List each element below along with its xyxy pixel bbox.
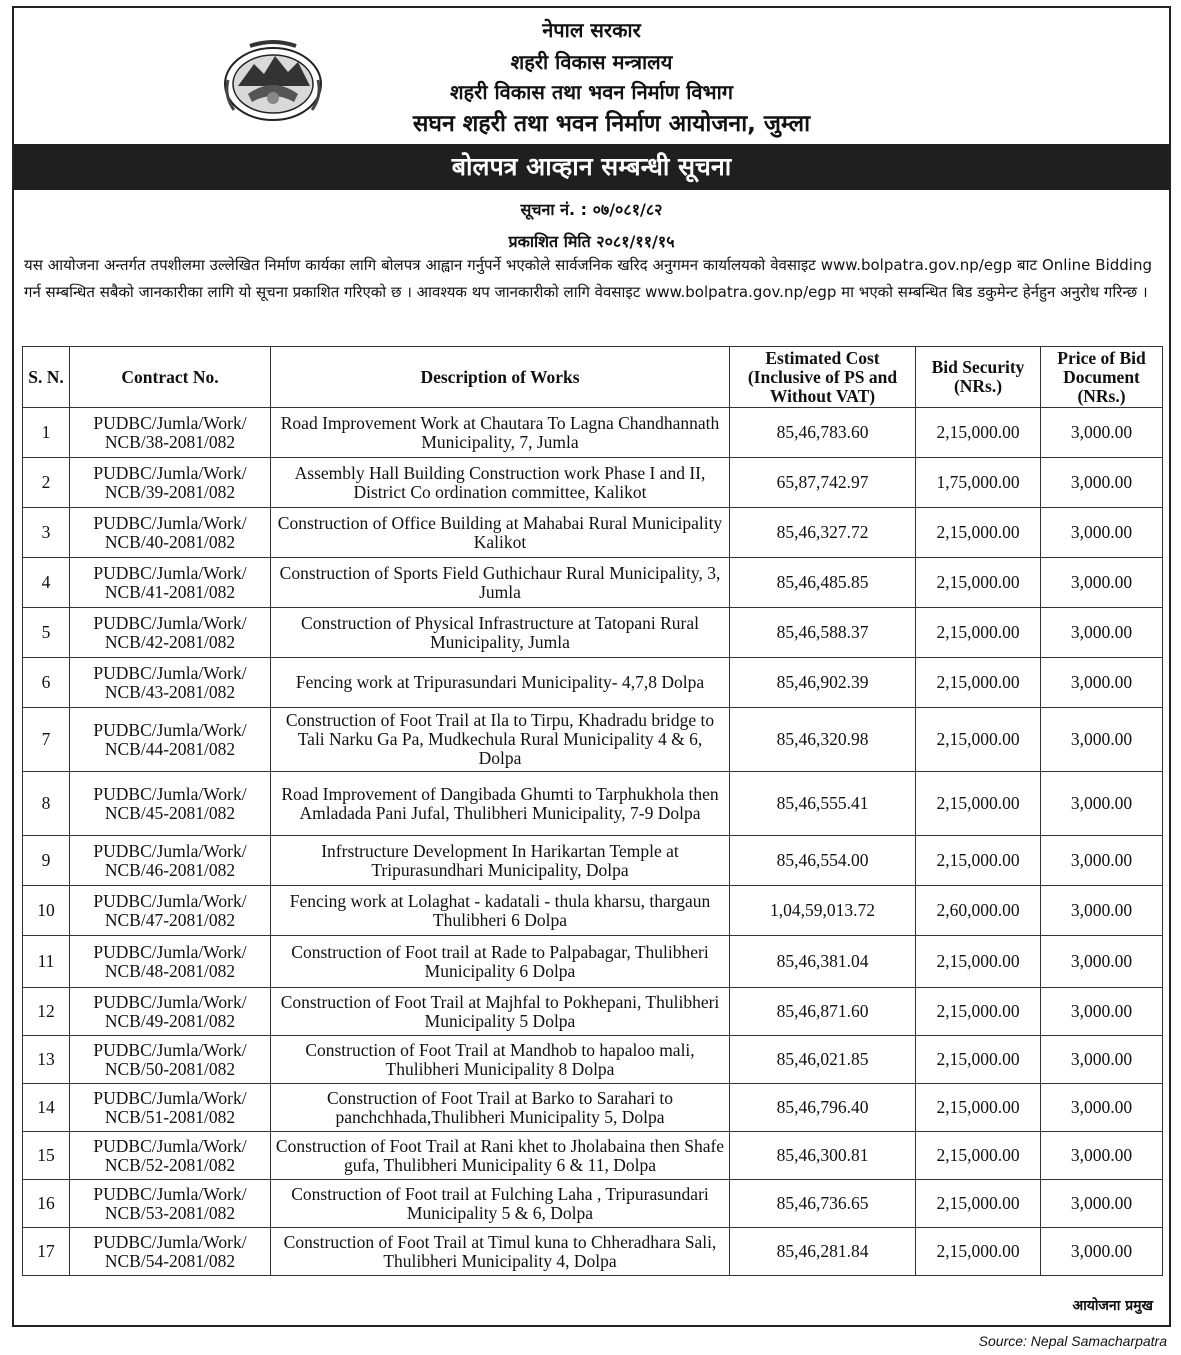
- row-bid-security: 2,15,000.00: [916, 772, 1041, 836]
- row-contract-no: PUDBC/Jumla/Work/ NCB/42-2081/082: [70, 608, 271, 658]
- row-estimated-cost: 85,46,736.65: [730, 1180, 916, 1228]
- table-row: [23, 458, 1163, 508]
- row-document-price: 3,000.00: [1041, 936, 1163, 988]
- row-bid-security: 2,15,000.00: [916, 836, 1041, 886]
- row-bid-security: 2,15,000.00: [916, 558, 1041, 608]
- table-row: [23, 1036, 1163, 1084]
- row-estimated-cost: 85,46,555.41: [730, 772, 916, 836]
- row-bid-security: 2,15,000.00: [916, 1084, 1041, 1132]
- row-description: Infrstructure Development In Harikartan Temple at Tripurasundhari Municipality, Dolpa: [271, 836, 730, 886]
- row-bid-security: 2,15,000.00: [916, 988, 1041, 1036]
- row-description: Construction of Sports Field Guthichaur Rural Municipality, 3, Jumla: [271, 558, 730, 608]
- row-document-price: 3,000.00: [1041, 1036, 1163, 1084]
- row-document-price: 3,000.00: [1041, 1132, 1163, 1180]
- row-estimated-cost: 85,46,554.00: [730, 836, 916, 886]
- row-document-price: 3,000.00: [1041, 1084, 1163, 1132]
- row-description: Assembly Hall Building Construction work Phase I and II, District Co ordination committee, Kalikot: [271, 458, 730, 508]
- notice-number: सूचना नं. : ०७/०८१/८२: [520, 200, 663, 219]
- row-description: Construction of Foot Trail at Barko to Sarahari to panchchhada,Thulibheri Municipality 5, Dolpa: [271, 1084, 730, 1132]
- row-estimated-cost: 85,46,902.39: [730, 658, 916, 708]
- row-bid-security: 2,15,000.00: [916, 658, 1041, 708]
- row-description: Construction of Foot trail at Rade to Palpabagar, Thulibheri Municipality 6 Dolpa: [271, 936, 730, 988]
- header-description: Description of Works: [271, 347, 730, 408]
- row-contract-no: PUDBC/Jumla/Work/ NCB/40-2081/082: [70, 508, 271, 558]
- signature: आयोजना प्रमुख: [1072, 1298, 1153, 1314]
- row-contract-no: PUDBC/Jumla/Work/ NCB/48-2081/082: [70, 936, 271, 988]
- row-contract-no: PUDBC/Jumla/Work/ NCB/53-2081/082: [70, 1180, 271, 1228]
- table-row: [23, 558, 1163, 608]
- row-document-price: 3,000.00: [1041, 1228, 1163, 1276]
- table-row: [23, 936, 1163, 988]
- table-row: [23, 1132, 1163, 1180]
- header-sn: S. N.: [23, 347, 70, 408]
- row-contract-no: PUDBC/Jumla/Work/ NCB/49-2081/082: [70, 988, 271, 1036]
- notice-title-banner: बोलपत्र आव्हान सम्बन्धी सूचना: [14, 144, 1169, 190]
- header-estimated-cost: Estimated Cost (Inclusive of PS and Without VAT): [730, 347, 916, 408]
- row-bid-security: 2,15,000.00: [916, 708, 1041, 772]
- row-document-price: 3,000.00: [1041, 658, 1163, 708]
- row-sn: 9: [23, 836, 70, 886]
- row-document-price: 3,000.00: [1041, 772, 1163, 836]
- table-row: [23, 658, 1163, 708]
- row-document-price: 3,000.00: [1041, 608, 1163, 658]
- row-contract-no: PUDBC/Jumla/Work/ NCB/52-2081/082: [70, 1132, 271, 1180]
- row-estimated-cost: 65,87,742.97: [730, 458, 916, 508]
- row-estimated-cost: 1,04,59,013.72: [730, 886, 916, 936]
- header-line-ministry: शहरी विकास मन्त्रालय: [510, 50, 673, 74]
- row-description: Construction of Foot Trail at Timul kuna to Chheradhara Sali, Thulibheri Municipality 4, Dolpa: [271, 1228, 730, 1276]
- notice-frame: [12, 6, 1171, 1327]
- row-description: Road Improvement of Dangibada Ghumti to Tarphukhola then Amladada Pani Jufal, Thulibheri Municipality, 7-9 Dolpa: [271, 772, 730, 836]
- row-estimated-cost: 85,46,796.40: [730, 1084, 916, 1132]
- row-sn: 10: [23, 886, 70, 936]
- table-row: [23, 408, 1163, 458]
- row-sn: 6: [23, 658, 70, 708]
- row-bid-security: 2,15,000.00: [916, 608, 1041, 658]
- row-description: Construction of Foot Trail at Mandhob to hapaloo mali, Thulibheri Municipality 8 Dolpa: [271, 1036, 730, 1084]
- row-sn: 3: [23, 508, 70, 558]
- row-contract-no: PUDBC/Jumla/Work/ NCB/47-2081/082: [70, 886, 271, 936]
- row-sn: 2: [23, 458, 70, 508]
- source-credit: Source: Nepal Samacharpatra: [978, 1333, 1167, 1349]
- table-body: [23, 408, 1163, 1276]
- row-document-price: 3,000.00: [1041, 886, 1163, 936]
- header-line-project: सघन शहरी तथा भवन निर्माण आयोजना, जुम्ला: [412, 111, 811, 137]
- header-contract: Contract No.: [70, 347, 271, 408]
- bid-table: [22, 346, 1163, 1276]
- row-estimated-cost: 85,46,300.81: [730, 1132, 916, 1180]
- row-estimated-cost: 85,46,021.85: [730, 1036, 916, 1084]
- row-contract-no: PUDBC/Jumla/Work/ NCB/45-2081/082: [70, 772, 271, 836]
- row-bid-security: 2,15,000.00: [916, 1228, 1041, 1276]
- row-sn: 8: [23, 772, 70, 836]
- row-estimated-cost: 85,46,381.04: [730, 936, 916, 988]
- row-contract-no: PUDBC/Jumla/Work/ NCB/54-2081/082: [70, 1228, 271, 1276]
- row-bid-security: 1,75,000.00: [916, 458, 1041, 508]
- header-bid-security: Bid Security (NRs.): [916, 347, 1041, 408]
- table-row: [23, 508, 1163, 558]
- row-bid-security: 2,60,000.00: [916, 886, 1041, 936]
- row-sn: 14: [23, 1084, 70, 1132]
- row-description: Construction of Office Building at Mahabai Rural Municipality Kalikot: [271, 508, 730, 558]
- row-description: Construction of Physical Infrastructure at Tatopani Rural Municipality, Jumla: [271, 608, 730, 658]
- row-sn: 7: [23, 708, 70, 772]
- row-estimated-cost: 85,46,588.37: [730, 608, 916, 658]
- row-sn: 1: [23, 408, 70, 458]
- row-sn: 11: [23, 936, 70, 988]
- row-estimated-cost: 85,46,327.72: [730, 508, 916, 558]
- table-row: [23, 1180, 1163, 1228]
- table-row: [23, 608, 1163, 658]
- row-document-price: 3,000.00: [1041, 836, 1163, 886]
- row-description: Construction of Foot trail at Fulching Laha , Tripurasundari Municipality 5 & 6, Dolpa: [271, 1180, 730, 1228]
- row-bid-security: 2,15,000.00: [916, 1132, 1041, 1180]
- table-row: [23, 988, 1163, 1036]
- row-contract-no: PUDBC/Jumla/Work/ NCB/50-2081/082: [70, 1036, 271, 1084]
- row-description: Fencing work at Lolaghat - kadatali - thula kharsu, thargaun Thulibheri 6 Dolpa: [271, 886, 730, 936]
- row-contract-no: PUDBC/Jumla/Work/ NCB/44-2081/082: [70, 708, 271, 772]
- row-estimated-cost: 85,46,320.98: [730, 708, 916, 772]
- header: [14, 8, 1169, 144]
- header-line-government: नेपाल सरकार: [542, 18, 641, 42]
- table-row: [23, 836, 1163, 886]
- row-sn: 17: [23, 1228, 70, 1276]
- row-contract-no: PUDBC/Jumla/Work/ NCB/38-2081/082: [70, 408, 271, 458]
- row-document-price: 3,000.00: [1041, 708, 1163, 772]
- row-document-price: 3,000.00: [1041, 1180, 1163, 1228]
- row-document-price: 3,000.00: [1041, 458, 1163, 508]
- row-sn: 13: [23, 1036, 70, 1084]
- header-document-price: Price of Bid Document (NRs.): [1041, 347, 1163, 408]
- table-header-row: [23, 347, 1163, 408]
- published-date: प्रकाशित मिति २०८१/११/१५: [508, 232, 675, 251]
- table-row: [23, 886, 1163, 936]
- row-document-price: 3,000.00: [1041, 508, 1163, 558]
- row-estimated-cost: 85,46,871.60: [730, 988, 916, 1036]
- row-document-price: 3,000.00: [1041, 408, 1163, 458]
- row-bid-security: 2,15,000.00: [916, 1180, 1041, 1228]
- intro-paragraph: यस आयोजना अन्तर्गत तपशीलमा उल्लेखित निर्माण कार्यका लागि बोलपत्र आह्वान गर्नुपर्ने भएकोले सार्वजनिक खरिद अनुगमन कार्यालयको वेवसाइट www.bolpatra.gov.np/egp बाट Online Bidding गर्न सम्बन्धित सबैको जानकारीका लागि यो सूचना प्रकाशित गरिएको छ । आवश्यक थप जानकारीको लागि वेवसाइट www.bolpatra.gov.np/egp मा भएको सम्बन्धित बिड डकुमेन्ट हेर्नहुन अनुरोध गरिन्छ ।: [24, 256, 1152, 301]
- row-description: Road Improvement Work at Chautara To Lagna Chandhannath Municipality, 7, Jumla: [271, 408, 730, 458]
- table-row: [23, 772, 1163, 836]
- table-row: [23, 1228, 1163, 1276]
- row-sn: 5: [23, 608, 70, 658]
- table-row: [23, 1084, 1163, 1132]
- row-description: Construction of Foot Trail at Ila to Tirpu, Khadradu bridge to Tali Narku Ga Pa, Mudkechula Rural Municipality 4 & 6, Dolpa: [271, 708, 730, 772]
- row-sn: 15: [23, 1132, 70, 1180]
- row-bid-security: 2,15,000.00: [916, 936, 1041, 988]
- row-contract-no: PUDBC/Jumla/Work/ NCB/43-2081/082: [70, 658, 271, 708]
- row-sn: 12: [23, 988, 70, 1036]
- table-row: [23, 708, 1163, 772]
- row-contract-no: PUDBC/Jumla/Work/ NCB/39-2081/082: [70, 458, 271, 508]
- row-document-price: 3,000.00: [1041, 988, 1163, 1036]
- row-estimated-cost: 85,46,281.84: [730, 1228, 916, 1276]
- header-line-department: शहरी विकास तथा भवन निर्माण विभाग: [449, 80, 734, 104]
- row-contract-no: PUDBC/Jumla/Work/ NCB/46-2081/082: [70, 836, 271, 886]
- row-estimated-cost: 85,46,485.85: [730, 558, 916, 608]
- row-document-price: 3,000.00: [1041, 558, 1163, 608]
- row-bid-security: 2,15,000.00: [916, 508, 1041, 558]
- row-sn: 4: [23, 558, 70, 608]
- row-description: Fencing work at Tripurasundari Municipality- 4,7,8 Dolpa: [271, 658, 730, 708]
- row-description: Construction of Foot Trail at Majhfal to Pokhepani, Thulibheri Municipality 5 Dolpa: [271, 988, 730, 1036]
- row-contract-no: PUDBC/Jumla/Work/ NCB/41-2081/082: [70, 558, 271, 608]
- row-bid-security: 2,15,000.00: [916, 1036, 1041, 1084]
- row-sn: 16: [23, 1180, 70, 1228]
- row-estimated-cost: 85,46,783.60: [730, 408, 916, 458]
- row-bid-security: 2,15,000.00: [916, 408, 1041, 458]
- row-contract-no: PUDBC/Jumla/Work/ NCB/51-2081/082: [70, 1084, 271, 1132]
- row-description: Construction of Foot Trail at Rani khet to Jholabaina then Shafe gufa, Thulibheri Municipality 6 & 11, Dolpa: [271, 1132, 730, 1180]
